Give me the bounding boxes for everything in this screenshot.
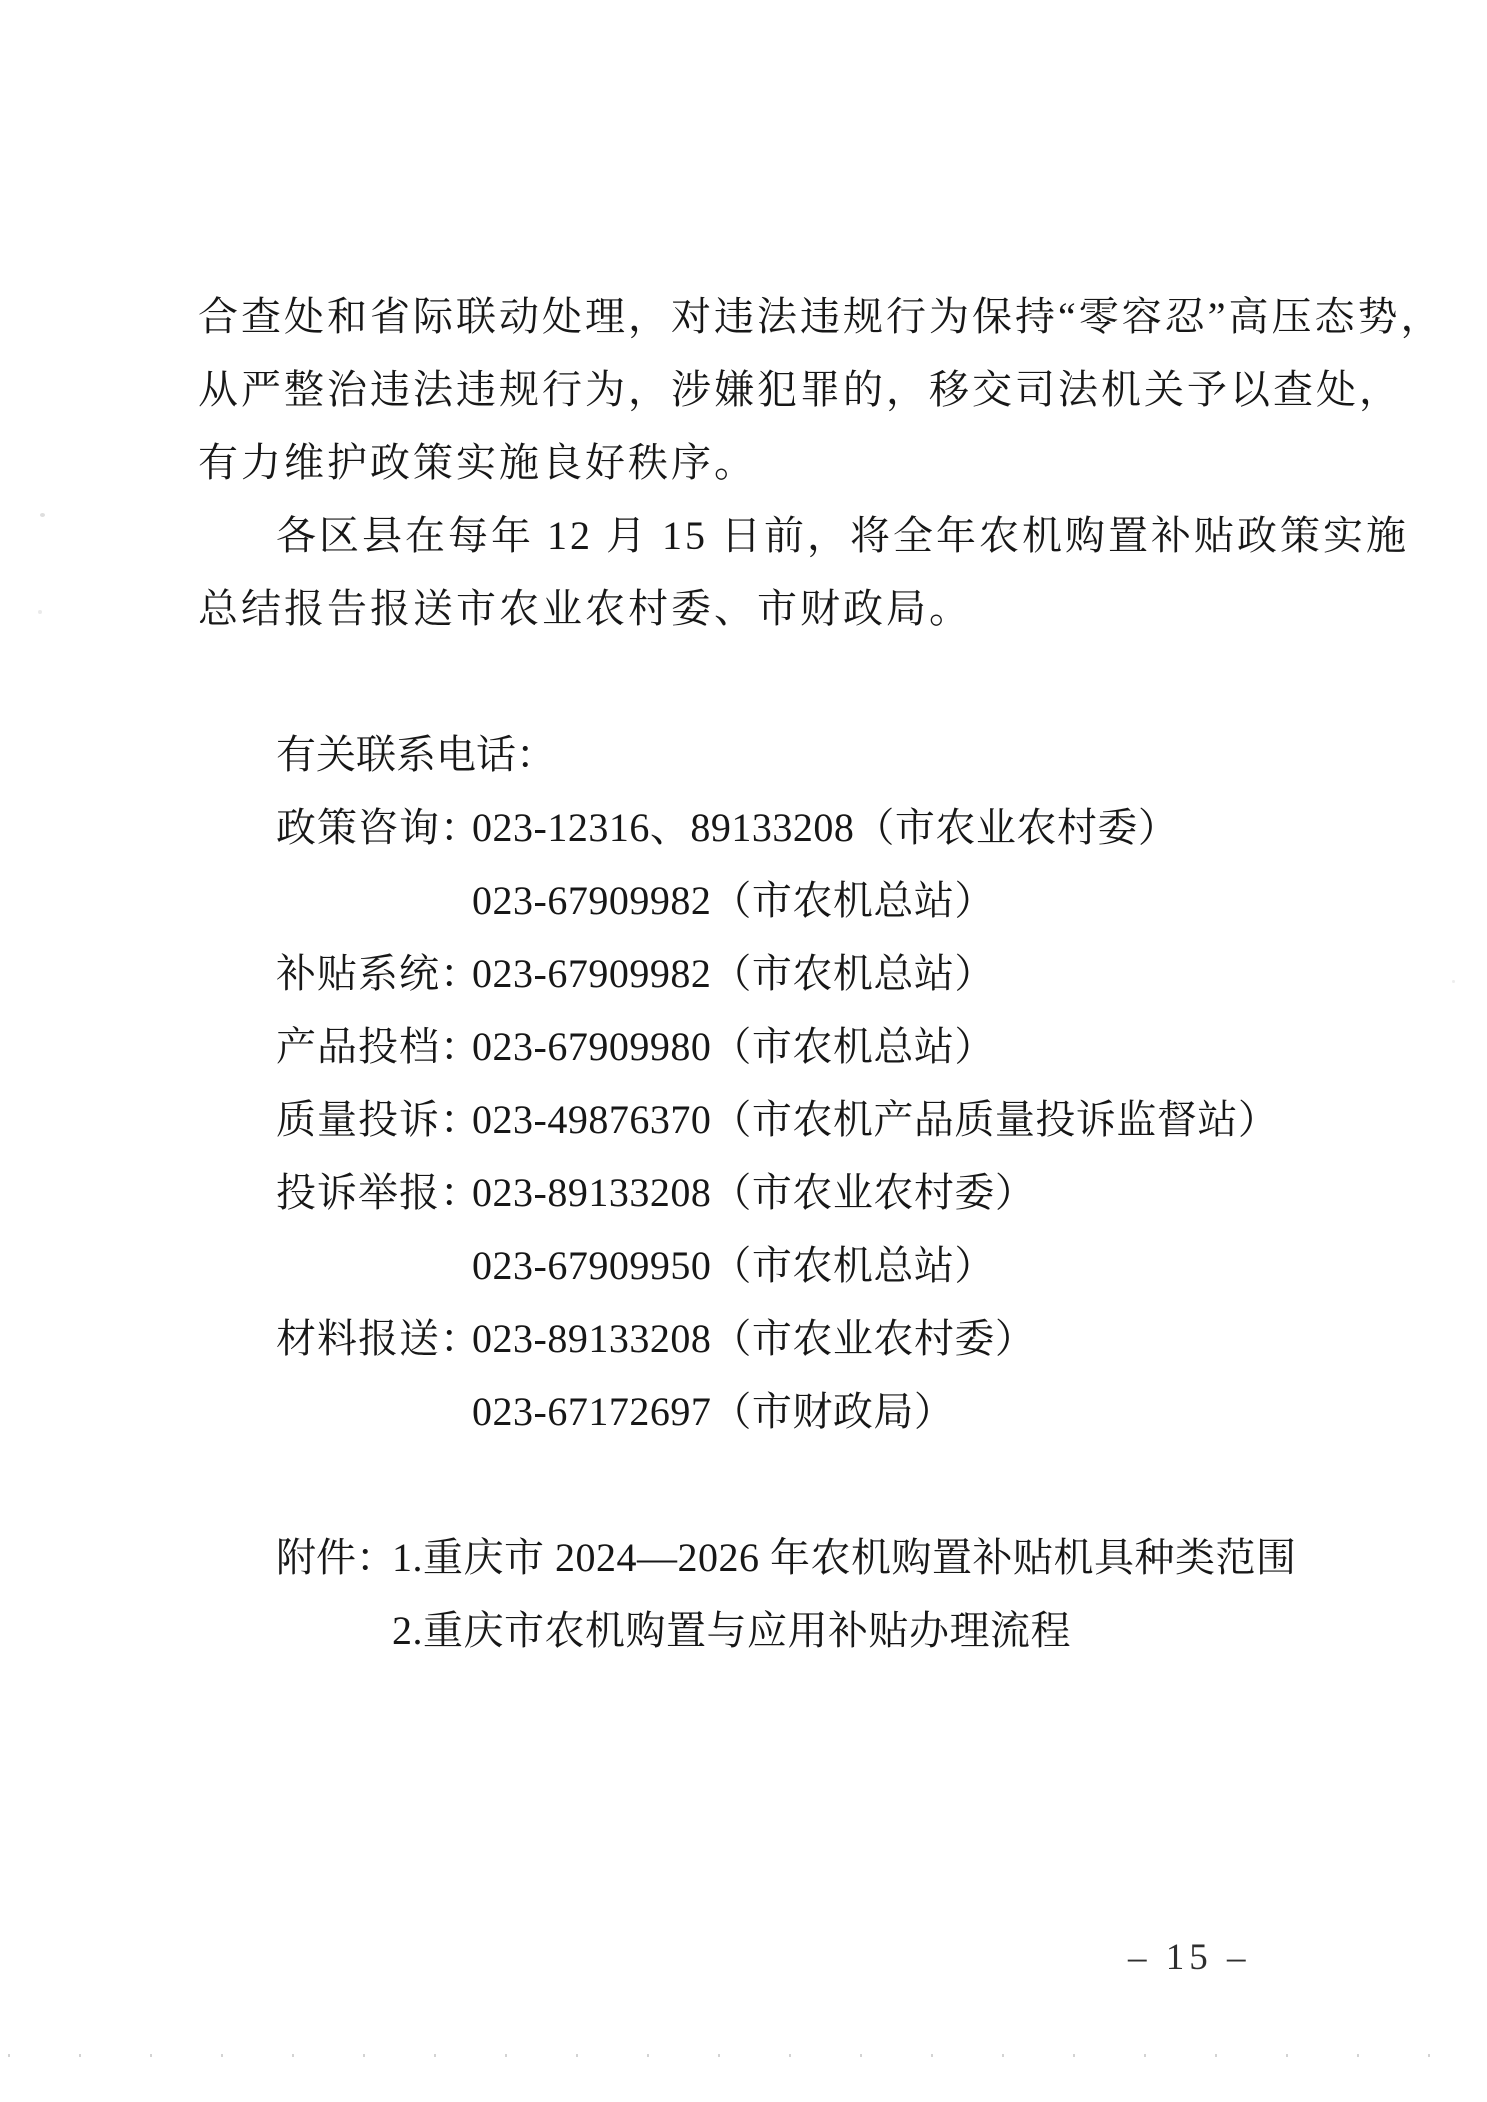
contact-value: 023-49876370（市农机产品质量投诉监督站） — [472, 1097, 1279, 1142]
contact-label: 质量投诉： — [276, 1097, 481, 1142]
contact-value: 023-89133208（市农业农村委） — [472, 1170, 1036, 1215]
para1-line1: 合查处和省际联动处理，对违法违规行为保持“零容忍”高压态势， — [198, 294, 1444, 339]
attachments-label: 附件： — [276, 1535, 396, 1580]
scan-speck — [38, 610, 42, 614]
contact-value: 023-67909982（市农机总站） — [472, 951, 995, 996]
para2-line1: 各区县在每年 12 月 15 日前，将全年农机购置补贴政策实施 — [276, 513, 1409, 558]
contact-value: 023-89133208（市农业农村委） — [472, 1316, 1036, 1361]
contact-label: 补贴系统： — [276, 951, 481, 996]
attachment-item: 2.重庆市农机购置与应用补贴办理流程 — [392, 1608, 1071, 1653]
contact-value: 023-67909950（市农机总站） — [472, 1243, 995, 1288]
scan-speck — [40, 513, 45, 517]
scan-noise-dotrow — [8, 2054, 1479, 2057]
contact-value: 023-67909982（市农机总站） — [472, 878, 995, 923]
contact-label: 材料报送： — [276, 1316, 481, 1361]
contact-material-submit-cont-line — [198, 1375, 1378, 1448]
contact-value: 023-12316、89133208（市农业农村委） — [472, 805, 1179, 850]
contact-value: 023-67172697（市财政局） — [472, 1389, 955, 1434]
attachments-line — [198, 1521, 1378, 1594]
para1-line2: 从严整治违法违规行为，涉嫌犯罪的，移交司法机关予以查处， — [198, 367, 1402, 412]
blank-line — [198, 1448, 1378, 1521]
contact-material-submit-line — [198, 1302, 1378, 1375]
para2-line2: 总结报告报送市农业农村委、市财政局。 — [198, 586, 972, 631]
contact-label: 产品投档： — [276, 1024, 481, 1069]
contact-policy-consult-line — [198, 791, 1378, 864]
page-number: – 15 – — [1128, 1937, 1251, 1978]
contact-value: 023-67909980（市农机总站） — [472, 1024, 995, 1069]
contact-subsidy-system-line — [198, 937, 1378, 1010]
blank-line — [198, 645, 1378, 718]
scan-speck — [1452, 980, 1455, 983]
contact-policy-consult-cont-line — [198, 864, 1378, 937]
attachment-item-2-line — [198, 1594, 1378, 1667]
contact-label: 投诉举报： — [276, 1170, 481, 1215]
contact-quality-complaint-line — [198, 1083, 1378, 1156]
contact-report-cont-line — [198, 1229, 1378, 1302]
contact-product-filing-line — [198, 1010, 1378, 1083]
contact-report-line — [198, 1156, 1378, 1229]
contacts-heading: 有关联系电话： — [276, 732, 556, 777]
body-text-block — [198, 280, 1444, 1667]
attachment-item: 1.重庆市 2024—2026 年农机购置补贴机具种类范围 — [392, 1535, 1297, 1580]
para1-line3: 有力维护政策实施良好秩序。 — [198, 440, 757, 485]
contact-label: 政策咨询： — [276, 805, 481, 850]
